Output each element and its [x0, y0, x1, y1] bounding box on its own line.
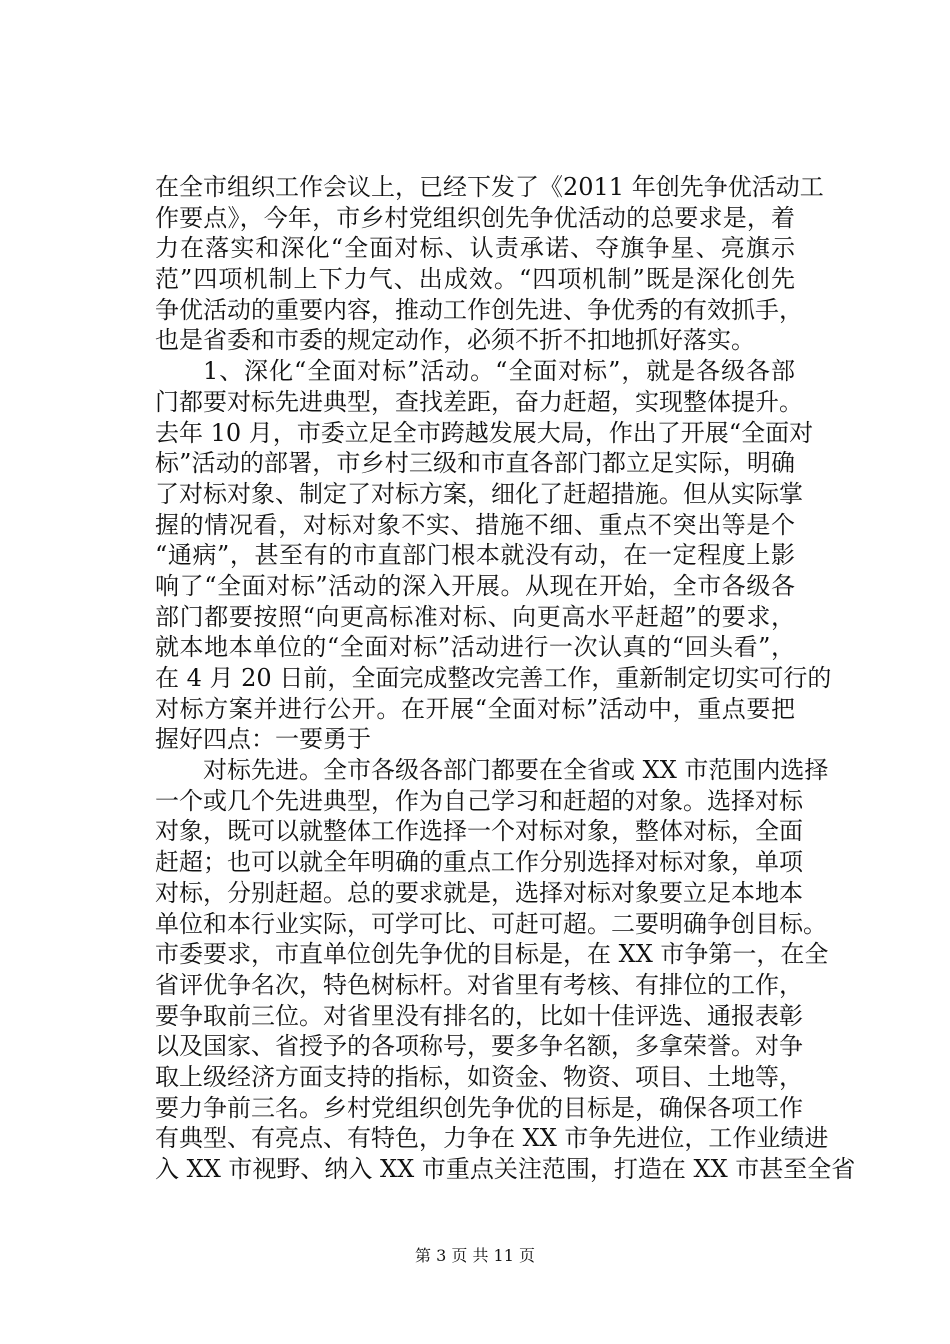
text-line: 响了“全面对标”活动的深入开展。从现在开始，全市各级各 [155, 571, 795, 600]
text-line: 对象，既可以就整体工作选择一个对标对象，整体对标，全面 [155, 817, 803, 846]
text-line: 一个或几个先进典型，作为自己学习和赶超的对象。选择对标 [155, 786, 803, 815]
text-line: 对标先进。全市各级各部门都要在全省或 XX 市范围内选择 [203, 756, 829, 785]
text-line: 对标，分别赶超。总的要求就是，选择对标对象要立足本地本 [155, 878, 803, 907]
text-line: 以及国家、省授予的各项称号，要多争名额，多拿荣誉。对争 [155, 1032, 803, 1061]
text-line: 力在落实和深化“全面对标、认责承诺、夺旗争星、亮旗示 [155, 234, 795, 263]
text-line: 有典型、有亮点、有特色，力争在 XX 市争先进位，工作业绩进 [155, 1124, 829, 1153]
text-line: 标”活动的部署，市乡村三级和市直各部门都立足实际，明确 [155, 449, 795, 478]
text-line: 要争取前三位。对省里没有排名的，比如十佳评选、通报表彰 [155, 1001, 803, 1030]
text-line: 对标方案并进行公开。在开展“全面对标”活动中，重点要把 [155, 694, 795, 723]
text-line: 单位和本行业实际，可学可比、可赶可超。二要明确争创目标。 [155, 909, 827, 938]
text-line: 争优活动的重要内容，推动工作创先进、争优秀的有效抓手， [155, 295, 803, 324]
text-line: 1、深化“全面对标”活动。“全面对标”，就是各级各部 [203, 357, 795, 386]
text-line: 市委要求，市直单位创先争优的目标是，在 XX 市争第一，在全 [155, 940, 829, 969]
text-line: 握好四点：一要勇于 [155, 725, 371, 754]
text-line: “通病”，甚至有的市直部门根本就没有动，在一定程度上影 [155, 541, 795, 570]
text-line: 握的情况看，对标对象不实、措施不细、重点不突出等是个 [155, 510, 795, 539]
text-line: 也是省委和市委的规定动作，必须不折不扣地抓好落实。 [155, 326, 755, 355]
text-line: 门都要对标先进典型，查找差距，奋力赶超，实现整体提升。 [155, 387, 803, 416]
text-line: 作要点》，今年，市乡村党组织创先争优活动的总要求是，着 [155, 203, 795, 232]
text-line: 了对标对象、制定了对标方案，细化了赶超措施。但从实际掌 [155, 479, 803, 508]
text-line: 部门都要按照“向更高标准对标、向更高水平赶超”的要求， [155, 602, 795, 631]
text-line: 要力争前三名。乡村党组织创先争优的目标是，确保各项工作 [155, 1093, 803, 1122]
text-line: 在 4 月 20 日前，全面完成整改完善工作，重新制定切实可行的 [155, 664, 832, 692]
text-line: 赶超；也可以就全年明确的重点工作分别选择对标对象，单项 [155, 848, 803, 877]
document-body [155, 172, 856, 1185]
text-line: 就本地本单位的“全面对标”活动进行一次认真的“回头看”， [155, 633, 795, 662]
page-number-footer: 第 3 页 共 11 页 [415, 1246, 535, 1265]
text-line: 省评优争名次，特色树标杆。对省里有考核、有排位的工作， [155, 970, 803, 999]
text-line: 去年 10 月，市委立足全市跨越发展大局，作出了开展“全面对 [155, 418, 814, 447]
text-line: 在全市组织工作会议上，已经下发了《2011 年创先争优活动工 [155, 173, 824, 201]
text-line: 入 XX 市视野、纳入 XX 市重点关注范围，打造在 XX 市甚至全省 [155, 1155, 856, 1183]
text-line: 范”四项机制上下力气、出成效。“四项机制”既是深化创先 [155, 265, 795, 294]
text-line: 取上级经济方面支持的指标，如资金、物资、项目、土地等， [155, 1062, 803, 1091]
